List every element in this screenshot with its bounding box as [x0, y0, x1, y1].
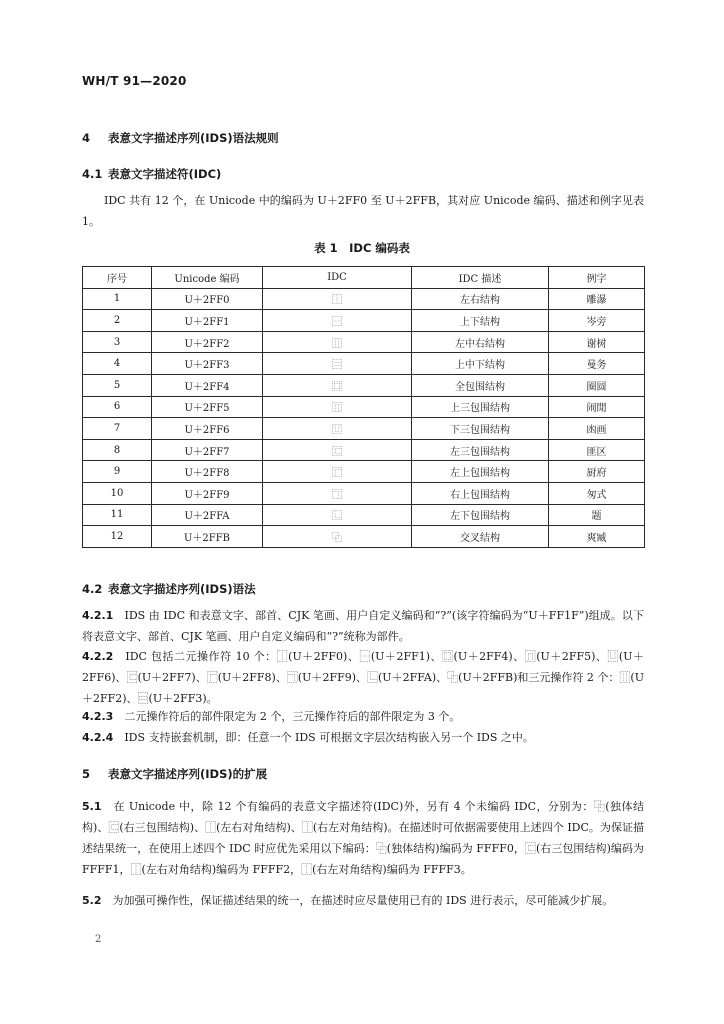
section-4-heading [82, 130, 279, 146]
clause-number: 5.2 [82, 894, 102, 907]
standard-code-header: WH/T 91—2020 [82, 74, 187, 88]
section-title: 表意文字描述序列(IDS)语法 [108, 582, 256, 596]
cell-example: 圈圆 [549, 374, 645, 396]
idc-table [82, 266, 645, 548]
cell-example: 匪区 [549, 439, 645, 461]
cell-desc: 下三包围结构 [412, 418, 549, 440]
cell-no: 4 [83, 353, 152, 375]
table-row [83, 310, 645, 332]
table-row [83, 331, 645, 353]
paragraph-5-2 [82, 890, 644, 911]
clause-text: IDS 支持嵌套机制，即：任意一个 IDS 可根据文字层次结构嵌入另一个 IDS 之中。 [124, 731, 534, 744]
cell-unicode: U＋2FF4 [152, 374, 263, 396]
section-4-2-heading [82, 581, 256, 597]
cell-desc: 左中右结构 [412, 331, 549, 353]
cell-no: 3 [83, 331, 152, 353]
section-4-1-heading [82, 166, 221, 182]
table-row [83, 374, 645, 396]
cell-unicode: U＋2FF3 [152, 353, 263, 375]
cell-example: 题 [549, 504, 645, 526]
table-row [83, 396, 645, 418]
cell-no: 9 [83, 461, 152, 483]
cell-example: 匆式 [549, 482, 645, 504]
cell-example: 曼务 [549, 353, 645, 375]
cell-idc-glyph: ⿹ [263, 482, 412, 504]
cell-idc-glyph: ⿰ [263, 288, 412, 310]
table-caption: 表 1 IDC 编码表 [314, 241, 410, 255]
cell-desc: 交叉结构 [412, 526, 549, 548]
cell-desc: 左三包围结构 [412, 439, 549, 461]
clause-number: 4.2.2 [82, 650, 114, 663]
cell-example: 凼画 [549, 418, 645, 440]
clause-text: 二元操作符后的部件限定为 2 个，三元操作符后的部件限定为 3 个。 [124, 710, 461, 723]
cell-no: 11 [83, 504, 152, 526]
cell-no: 1 [83, 288, 152, 310]
cell-idc-glyph: ⿲ [263, 331, 412, 353]
cell-idc-glyph: ⿷ [263, 439, 412, 461]
cell-unicode: U＋2FF7 [152, 439, 263, 461]
cell-no: 10 [83, 482, 152, 504]
cell-example: 闹閒 [549, 396, 645, 418]
section-number: 4 [82, 131, 91, 145]
cell-unicode: U＋2FF2 [152, 331, 263, 353]
clause-text: 为加强可操作性，保证描述结果的统一，在描述时应尽量使用已有的 IDS 进行表示，尽可能减少扩展。 [112, 894, 614, 907]
cell-no: 8 [83, 439, 152, 461]
cell-idc-glyph: ⿸ [263, 461, 412, 483]
cell-no: 6 [83, 396, 152, 418]
paragraph-5-1 [82, 796, 644, 880]
cell-idc-glyph: ⿶ [263, 418, 412, 440]
cell-idc-glyph: ⿱ [263, 310, 412, 332]
cell-example: 岑旁 [549, 310, 645, 332]
cell-unicode: U＋2FF5 [152, 396, 263, 418]
cell-unicode: U＋2FF0 [152, 288, 263, 310]
section-title: 表意文字描述符(IDC) [108, 167, 222, 181]
clause-number: 4.2.3 [82, 710, 114, 723]
col-header-desc: IDC 描述 [412, 267, 549, 289]
clause-number: 5.1 [82, 800, 102, 813]
section-number: 5 [82, 767, 91, 781]
table-header-row [83, 267, 645, 289]
table-row [83, 288, 645, 310]
cell-idc-glyph: ⿺ [263, 504, 412, 526]
clause-text: IDC 包括二元操作符 10 个：⿰(U＋2FF0)、⿱(U＋2FF1)、⿴(U＋2FF4)、⿵(U＋2FF5)、⿶(U＋2FF6)、⿷(U＋2FF7)、⿸(U＋2FF8)、⿹(U＋2FF9)、⿺(U＋2FFA)、⿻(U＋2FFB)和三元操作符 2 个：⿲(U＋2FF2)、⿳(U＋2FF3)。 [82, 650, 645, 705]
table-row [83, 418, 645, 440]
cell-unicode: U＋2FF8 [152, 461, 263, 483]
col-header-idc: IDC [263, 267, 412, 289]
clause-number: 4.2.1 [82, 609, 114, 622]
cell-desc: 左上包围结构 [412, 461, 549, 483]
section-title: 表意文字描述序列(IDS)的扩展 [108, 767, 268, 781]
page-number: 2 [95, 934, 102, 945]
cell-unicode: U＋2FF9 [152, 482, 263, 504]
cell-desc: 左右结构 [412, 288, 549, 310]
cell-desc: 上下结构 [412, 310, 549, 332]
table-row [83, 526, 645, 548]
section-number: 4.2 [82, 582, 103, 596]
cell-no: 2 [83, 310, 152, 332]
cell-idc-glyph: ⿵ [263, 396, 412, 418]
cell-no: 5 [83, 374, 152, 396]
cell-example: 谢树 [549, 331, 645, 353]
cell-desc: 全包围结构 [412, 374, 549, 396]
cell-idc-glyph: ⿻ [263, 526, 412, 548]
cell-no: 7 [83, 418, 152, 440]
paragraph-4-2-3 [82, 706, 644, 727]
clause-text: IDS 由 IDC 和表意文字、部首、CJK 笔画、用户自定义编码和“?”(该字符编码为“U＋FF1F”)组成。以下将表意文字、部首、CJK 笔画、用户自定义编码和“?”统称为部件。 [82, 609, 645, 643]
paragraph-4-2-2 [82, 646, 644, 709]
clause-text: 在 Unicode 中，除 12 个有编码的表意文字描述符(IDC)外，另有 4 个未编码 IDC，分别为：⿻(独体结构)、⿷(右三包围结构)、⿰(左右对角结构)、⿰(右左对角结构)。在描述时可依据需要使用上述四个 IDC。为保证描述结果统一，在使用上述四个 IDC 时应优先采用以下编码：⿻(独体结构)编码为 FFFF0，⿷(右三包围结构)编码为 FFFF1，⿰(左右对角结构)编码为 FFFF2，⿰(右左对角结构)编码为 FFFF3。 [82, 800, 645, 876]
paragraph-4-2-4 [82, 727, 644, 748]
cell-unicode: U＋2FF6 [152, 418, 263, 440]
table-row [83, 482, 645, 504]
cell-desc: 上中下结构 [412, 353, 549, 375]
col-header-unicode: Unicode 编码 [152, 267, 263, 289]
cell-desc: 右上包围结构 [412, 482, 549, 504]
table-row [83, 353, 645, 375]
paragraph-4-1: IDC 共有 12 个，在 Unicode 中的编码为 U＋2FF0 至 U＋2FFB，其对应 Unicode 编码、描述和例字见表 1。 [82, 194, 644, 228]
section-title: 表意文字描述序列(IDS)语法规则 [108, 131, 279, 145]
cell-unicode: U＋2FFB [152, 526, 263, 548]
cell-idc-glyph: ⿴ [263, 374, 412, 396]
clause-number: 4.2.4 [82, 731, 114, 744]
table-row [83, 461, 645, 483]
cell-desc: 上三包围结构 [412, 396, 549, 418]
cell-desc: 左下包围结构 [412, 504, 549, 526]
table-row [83, 439, 645, 461]
col-header-no: 序号 [83, 267, 152, 289]
cell-example: 厨府 [549, 461, 645, 483]
paragraph-4-2-1 [82, 605, 644, 647]
cell-idc-glyph: ⿳ [263, 353, 412, 375]
col-header-example: 例字 [549, 267, 645, 289]
cell-no: 12 [83, 526, 152, 548]
section-5-heading [82, 766, 267, 782]
cell-unicode: U＋2FF1 [152, 310, 263, 332]
cell-example: 爽臧 [549, 526, 645, 548]
cell-example: 雕瀑 [549, 288, 645, 310]
table-row [83, 504, 645, 526]
cell-unicode: U＋2FFA [152, 504, 263, 526]
section-number: 4.1 [82, 167, 103, 181]
